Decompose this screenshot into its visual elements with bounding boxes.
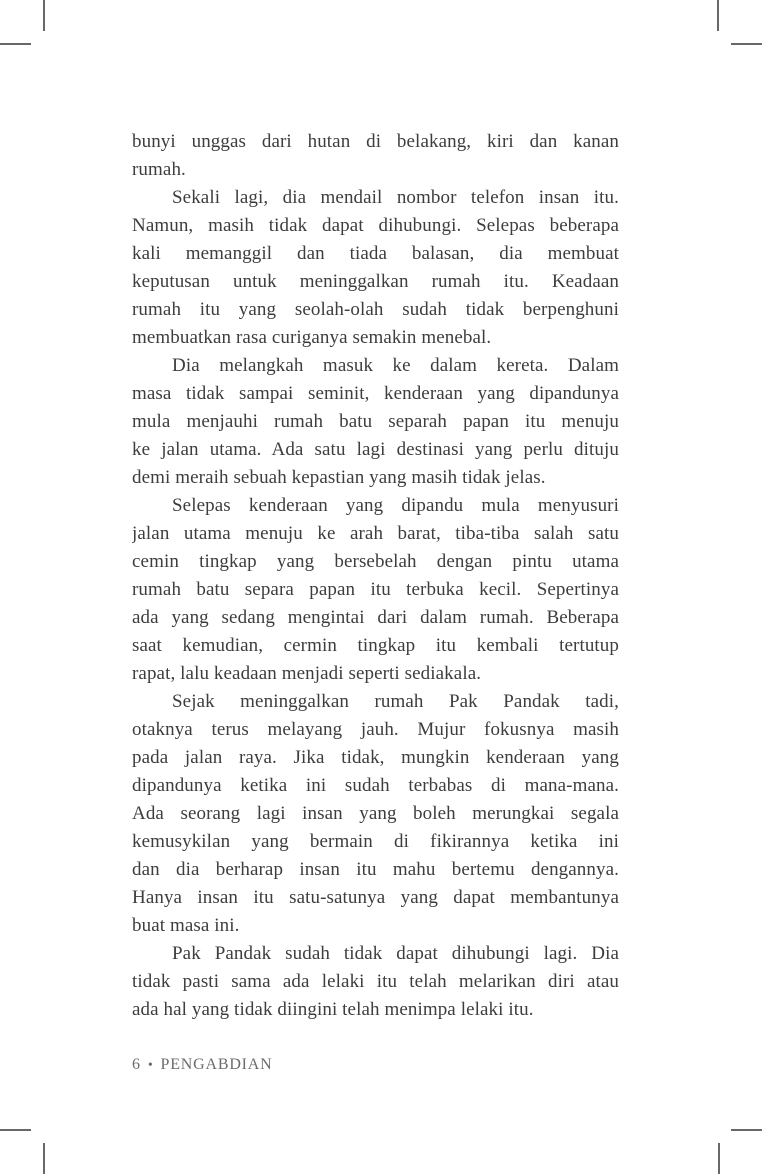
text-line: Hanya insan itu satu-satunya yang dapat membantunya <box>132 887 619 908</box>
text-line: mula menjauhi rumah batu separah papan itu menuju <box>132 411 619 432</box>
running-title: PENGABDIAN <box>160 1056 273 1073</box>
text-line: dan dia berharap insan itu mahu bertemu dengannya. <box>132 859 619 880</box>
text-line: ke jalan utama. Ada satu lagi destinasi yang perlu dituju <box>132 439 619 460</box>
text-line: rumah. <box>132 159 186 180</box>
crop-mark-bottom-left-vertical <box>43 1143 45 1174</box>
crop-mark-top-right-horizontal <box>731 43 762 45</box>
text-line: buat masa ini. <box>132 915 240 936</box>
text-line: masa tidak sampai seminit, kenderaan yang dipandunya <box>132 383 619 404</box>
text-line: kali memanggil dan tiada balasan, dia membuat <box>132 243 619 264</box>
text-line: bunyi unggas dari hutan di belakang, kiri dan kanan <box>132 131 619 152</box>
text-line: Sejak meninggalkan rumah Pak Pandak tadi, <box>172 691 619 712</box>
text-line: saat kemudian, cermin tingkap itu kembali tertutup <box>132 635 619 656</box>
text-line: keputusan untuk meninggalkan rumah itu. Keadaan <box>132 271 619 292</box>
crop-mark-bottom-right-horizontal <box>731 1129 762 1131</box>
page-number: 6 <box>132 1056 141 1073</box>
text-line: rumah batu separa papan itu terbuka kecil. Sepertinya <box>132 579 619 600</box>
text-line: Dia melangkah masuk ke dalam kereta. Dalam <box>172 355 619 376</box>
text-line: Namun, masih tidak dapat dihubungi. Selepas beberapa <box>132 215 619 236</box>
text-line: dipandunya ketika ini sudah terbabas di mana-mana. <box>132 775 619 796</box>
text-line: tidak pasti sama ada lelaki itu telah melarikan diri atau <box>132 971 619 992</box>
footer-bullet: • <box>147 1058 154 1073</box>
text-line: ada yang sedang mengintai dari dalam rumah. Beberapa <box>132 607 619 628</box>
crop-mark-top-left-horizontal <box>0 43 31 45</box>
crop-mark-top-left-vertical <box>43 0 45 31</box>
body-text-block <box>132 128 619 1024</box>
text-line: cemin tingkap yang bersebelah dengan pintu utama <box>132 551 619 572</box>
page-footer <box>132 1056 273 1074</box>
text-line: ada hal yang tidak diingini telah menimpa lelaki itu. <box>132 999 534 1020</box>
crop-mark-top-right-vertical <box>717 0 719 31</box>
text-line: Sekali lagi, dia mendail nombor telefon insan itu. <box>172 187 619 208</box>
crop-mark-bottom-right-vertical <box>718 1143 720 1174</box>
text-line: Selepas kenderaan yang dipandu mula menyusuri <box>172 495 619 516</box>
text-line: rapat, lalu keadaan menjadi seperti sediakala. <box>132 663 482 684</box>
text-line: rumah itu yang seolah-olah sudah tidak berpenghuni <box>132 299 619 320</box>
text-line: otaknya terus melayang jauh. Mujur fokusnya masih <box>132 719 619 740</box>
crop-mark-bottom-left-horizontal <box>0 1129 31 1131</box>
text-line: Ada seorang lagi insan yang boleh merungkai segala <box>132 803 619 824</box>
text-line: jalan utama menuju ke arah barat, tiba-tiba salah satu <box>132 523 619 544</box>
text-line: Pak Pandak sudah tidak dapat dihubungi lagi. Dia <box>172 943 619 964</box>
text-line: kemusykilan yang bermain di fikirannya ketika ini <box>132 831 619 852</box>
text-line: pada jalan raya. Jika tidak, mungkin kenderaan yang <box>132 747 619 768</box>
text-line: demi meraih sebuah kepastian yang masih tidak jelas. <box>132 467 546 488</box>
text-line: membuatkan rasa curiganya semakin menebal. <box>132 327 492 348</box>
